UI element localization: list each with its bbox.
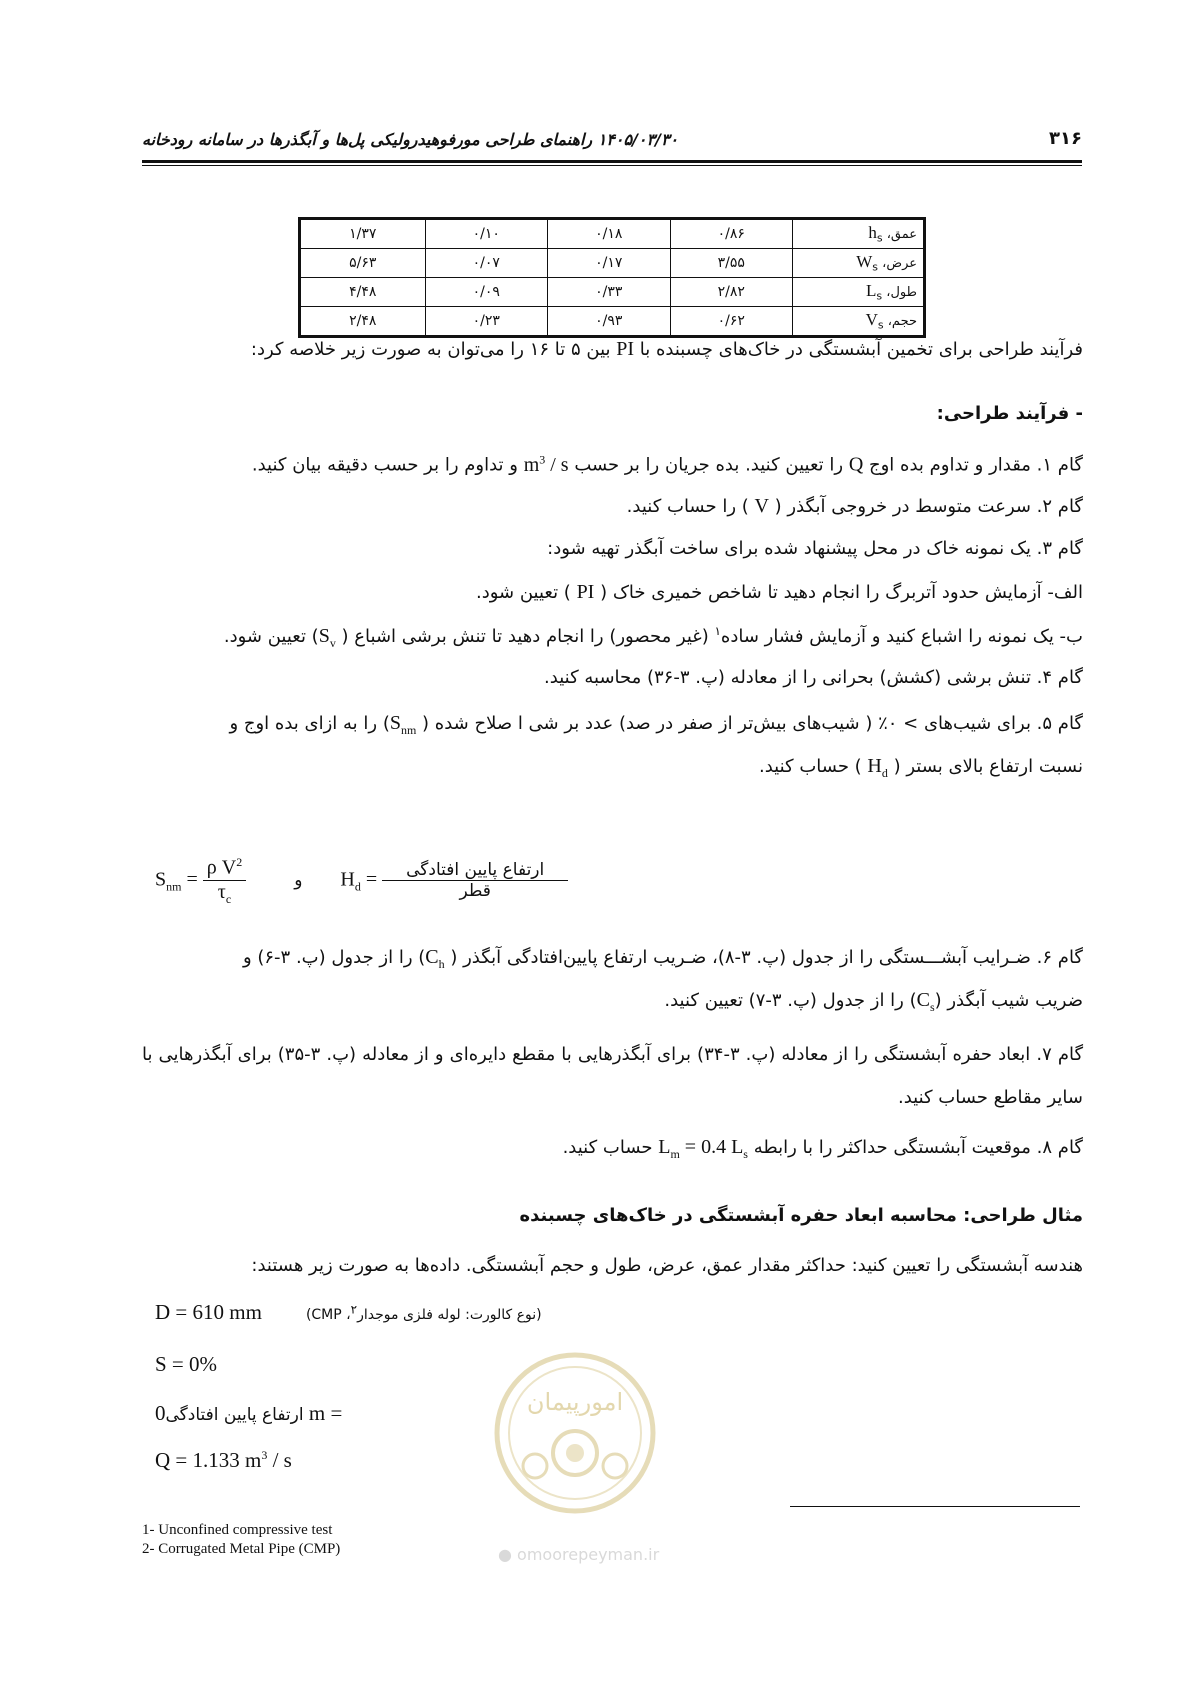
- table-cell: ۰/۱۰: [425, 219, 547, 249]
- table-cell: ۲/۸۲: [670, 278, 792, 307]
- fraction-snm: $\frac{\rho V^2}{\tau_c}$: [203, 855, 246, 907]
- step-7: گام ۷. ابعاد حفره آبشستگی را از معادله (پ. ۳-۳۴) برای آبگذرهایی با مقطع دایره‌ای و از معادله (پ. ۳-۳۵) برای آبگذرهایی با سایر مقاطع حساب کنید.: [142, 1044, 1084, 1108]
- step-2: گام ۲. سرعت متوسط در خروجی آبگذر ( V ) را حساب کنید.: [626, 495, 1083, 517]
- example-heading: مثال طراحی: محاسبه ابعاد حفره آبشستگی در خاک‌های چسبنده: [519, 1205, 1083, 1226]
- table-cell: ۱/۳۷: [300, 219, 426, 249]
- page-number: ۳۱۶: [1049, 128, 1082, 149]
- row-label: طول، $L_s$: [793, 278, 925, 307]
- footnote-ref-1[interactable]: ۱: [714, 624, 721, 638]
- step-6-cont: ضریب شیب آبگذر $(C_s)$ را از جدول (پ. ۳-۷) تعیین کنید.: [664, 989, 1083, 1014]
- table-row: [300, 249, 925, 278]
- header-rule-thin: [142, 165, 1082, 166]
- table-row: [300, 278, 925, 307]
- table-cell: ۳/۵۵: [670, 249, 792, 278]
- footnotes: [142, 1521, 340, 1559]
- table-cell: ۰/۶۲: [670, 307, 792, 337]
- step-3a: الف- آزمایش حدود آتربرگ را انجام دهید تا شاخص خمیری خاک ( PI ) تعیین شود.: [475, 581, 1083, 603]
- table-cell: ۰/۱۷: [548, 249, 670, 278]
- step-5: گام ۵. برای شیب‌های > ۰٪ ( شیب‌های بیش‌تر از صفر در صد) عدد بر شی ا صلاح شده ( $S_{nm}$) را به ازای بده اوج و: [229, 712, 1083, 737]
- svg-text:امورپیمان: امورپیمان: [526, 1388, 624, 1416]
- step-3: گام ۳. یک نمونه خاک در محل پیشنهاد شده برای ساخت آبگذر تهیه شود:: [547, 538, 1083, 559]
- table-cell: ۵/۶۳: [300, 249, 426, 278]
- table-cell: ۴/۴۸: [300, 278, 426, 307]
- step-1: گام ۱. مقدار و تداوم بده اوج Q را تعیین کنید. بده جریان را بر حسب $m^3$ / s و تداوم را بر حسب دقیقه بیان کنید.: [251, 452, 1083, 476]
- given-s: S = 0%: [155, 1352, 218, 1376]
- equation-snm-hd: $S_{nm}$ = $\frac{\rho V^2}{\tau_c}$ و $H_d$ = $\frac{\text{ارتفاع پایین افتادگی}}{\text{قطر}}$: [155, 855, 575, 925]
- table-cell: ۰/۸۶: [670, 219, 792, 249]
- footnote-1: 1- Unconfined compressive test: [142, 1522, 333, 1538]
- table-row: [300, 307, 925, 337]
- example-text: هندسه آبشستگی را تعیین کنید: حداکثر مقدار عمق، عرض، طول و حجم آبشستگی. داده‌ها به صورت زیر هستند:: [251, 1255, 1083, 1276]
- fraction-hd: $\frac{\text{ارتفاع پایین افتادگی}}{\text{قطر}}$: [382, 860, 568, 901]
- given-q: Q = 1.133 $m^3$ / s: [155, 1448, 292, 1472]
- header-title: ۱۴۰۵/۰۳/۳۰ راهنمای طراحی مورفوهیدرولیکی پل‌ها و آبگذرها در سامانه رودخانه: [142, 130, 679, 149]
- step-3b: ب- یک نمونه را اشباع کنید و آزمایش فشار ساده$^۱$ (غیر محصور) را انجام دهید تا تنش برشی اشباع ( $S_v$) تعیین شود.: [223, 624, 1083, 650]
- intro-paragraph: فرآیند طراحی برای تخمین آبشستگی در خاک‌های چسبنده با PI بین ۵ تا ۱۶ را می‌توان به صورت زیر خلاصه کرد:: [250, 338, 1083, 360]
- row-label: حجم، $V_s$: [793, 307, 925, 337]
- step-4: گام ۴. تنش برشی (کشش) بحرانی را از معادله (پ. ۳-۳۶) محاسبه کنید.: [544, 667, 1083, 688]
- step-5-cont: نسبت ارتفاع بالای بستر ( $H_d$ ) حساب کنید.: [759, 755, 1083, 780]
- running-header: [142, 128, 1082, 164]
- row-label: عمق، $h_s$: [793, 219, 925, 249]
- step-8: گام ۸. موقعیت آبشستگی حداکثر را با رابطه $L_m = 0.4$ $L_s$ حساب کنید.: [562, 1136, 1083, 1161]
- scour-dimensions-table: [298, 217, 926, 338]
- process-heading: - فرآیند طراحی:: [936, 403, 1083, 424]
- table-cell: ۰/۹۳: [548, 307, 670, 337]
- table-row: [300, 219, 925, 249]
- table-cell: ۰/۰۷: [425, 249, 547, 278]
- table-cell: ۰/۰۹: [425, 278, 547, 307]
- step-6: گام ۶. ضـرایب آبشـــستگی را از جدول (پ. ۳-۸)، ضـریب ارتفاع پایین‌افتادگی آبگذر ( $C_h$) را از جدول (پ. ۳-۶) و: [242, 946, 1083, 971]
- table-cell: ۰/۱۸: [548, 219, 670, 249]
- footnote-2: 2- Corrugated Metal Pipe (CMP): [142, 1541, 341, 1557]
- footnote-rule: [790, 1506, 1080, 1507]
- header-rule: [142, 160, 1082, 163]
- watermark-url: ● omoorepeyman.ir: [498, 1545, 660, 1564]
- given-d: D = 610 mm (نوع کالورت: لوله فلزی موجدار$^۲$، CMP): [155, 1300, 542, 1324]
- table-cell: ۲/۴۸: [300, 307, 426, 337]
- table-cell: ۰/۳۳: [548, 278, 670, 307]
- watermark-seal-icon: [490, 1348, 660, 1518]
- given-drop: ارتفاع پایین افتادگی0 m =: [155, 1401, 343, 1425]
- row-label: عرض، $W_s$: [793, 249, 925, 278]
- table-cell: ۰/۲۳: [425, 307, 547, 337]
